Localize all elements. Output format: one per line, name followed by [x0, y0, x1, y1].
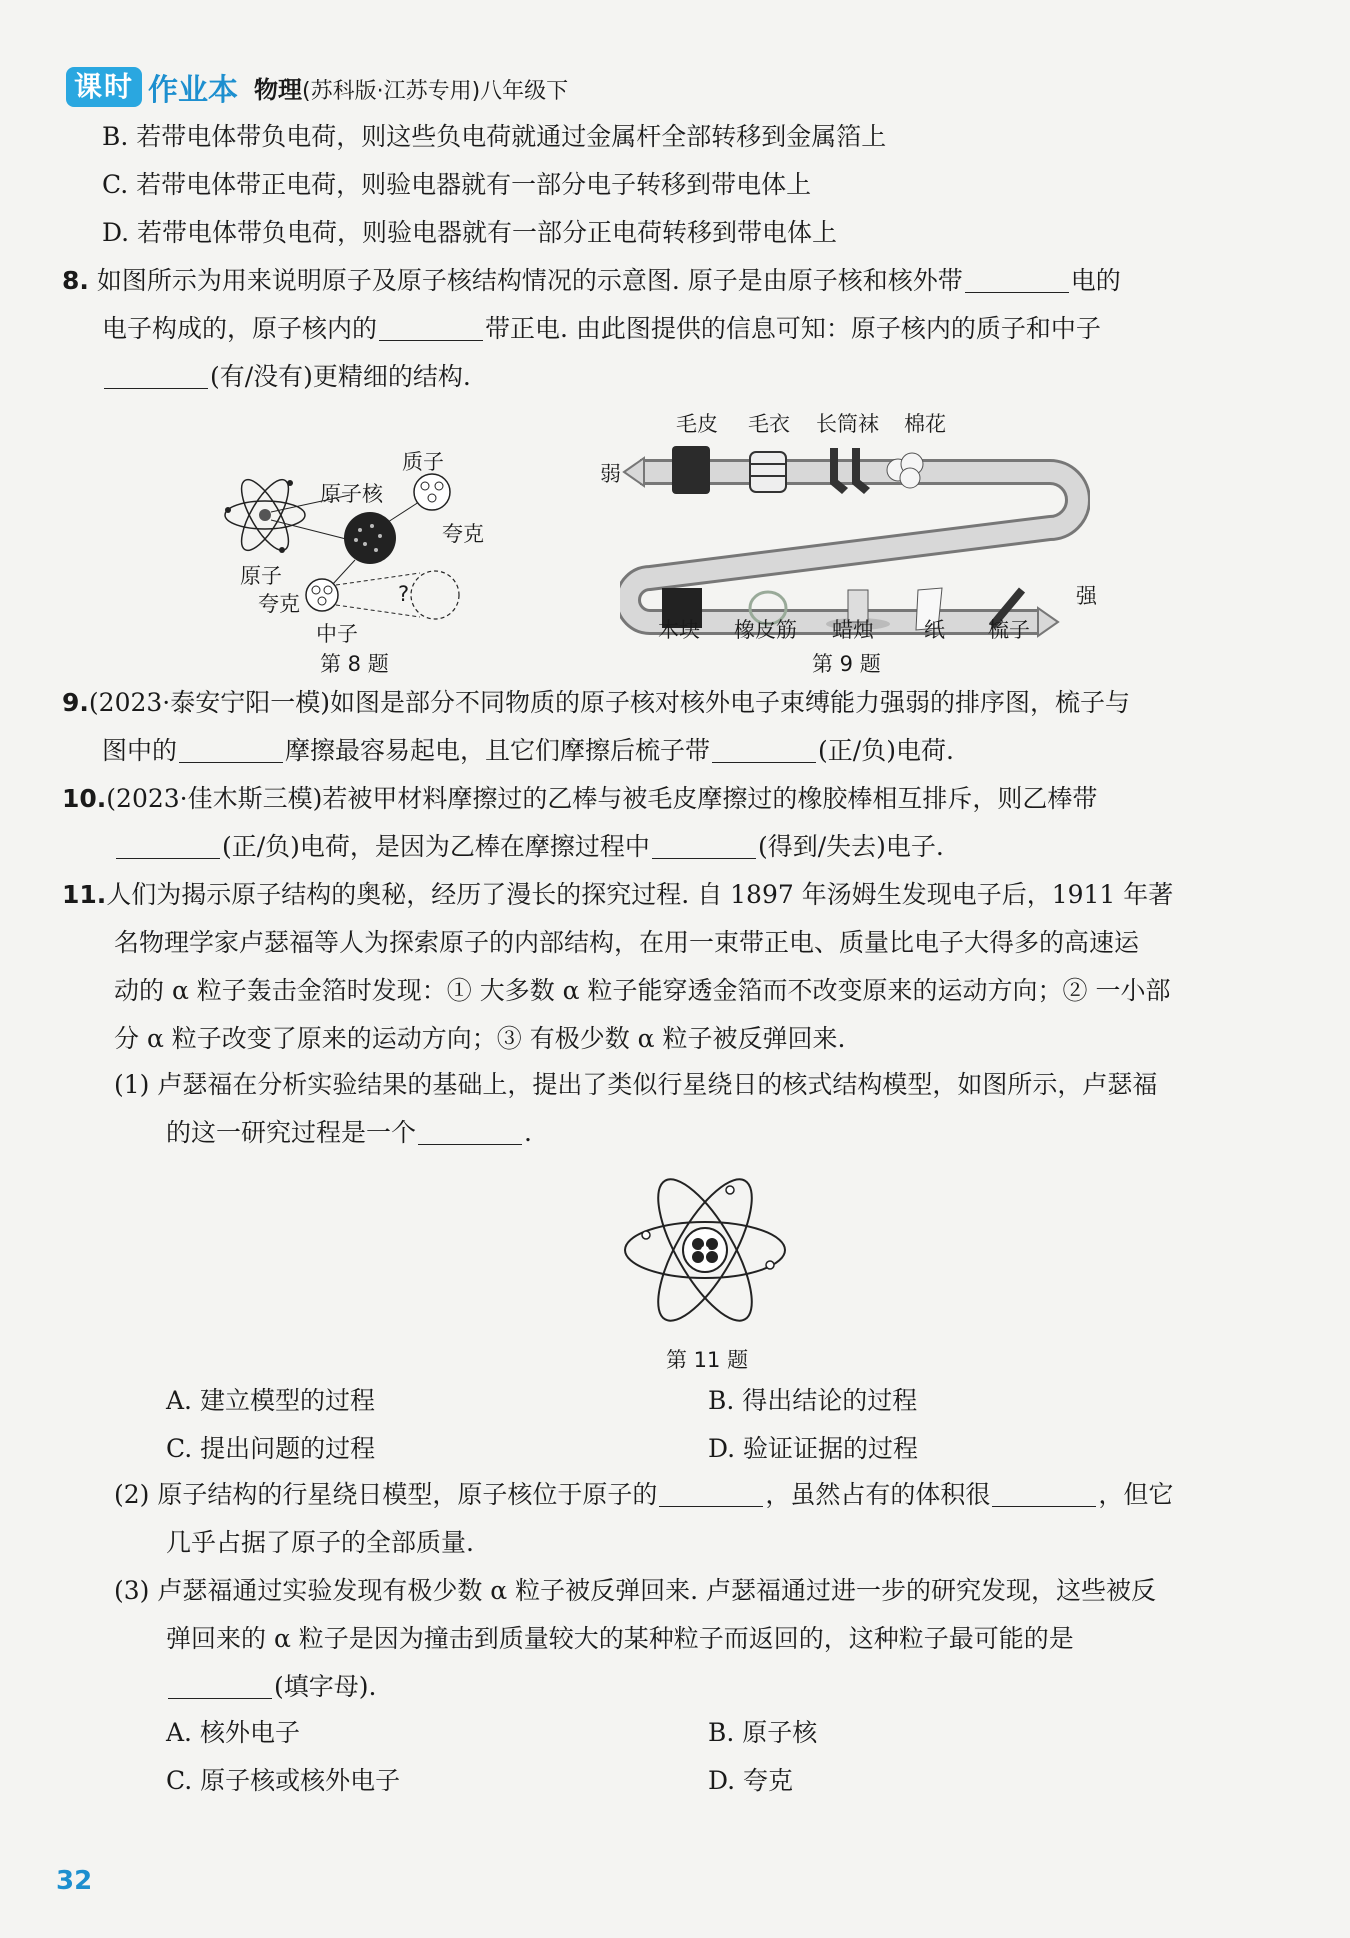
q11-line-1	[62, 878, 1173, 912]
fig8-nucleus-label: 原子核	[320, 482, 383, 506]
header-subtitle	[254, 70, 568, 105]
fig8-atom-label: 原子	[240, 564, 282, 588]
q8-text: (有/没有)更精细的结构.	[210, 362, 471, 391]
q8-text: 电的	[1070, 266, 1121, 295]
fig8-quark-label: 夸克	[442, 522, 484, 546]
fig9-caption: 第 9 题	[812, 652, 881, 676]
q9-line-2	[102, 734, 954, 768]
answer-blank[interactable]	[965, 268, 1069, 293]
answer-blank[interactable]	[712, 738, 816, 763]
q11-text: .	[524, 1118, 532, 1147]
fig8-proton-label: 质子	[402, 450, 444, 474]
q9-text: (2023·泰安宁阳一模)如图是部分不同物质的原子核对核外电子束缚能力强弱的排序图，梳子与	[88, 688, 1130, 717]
q11-text: ，但它	[1098, 1480, 1174, 1509]
fig9-item-paper: 纸	[924, 618, 945, 642]
q9-line-1	[62, 686, 1130, 720]
q11-text: ，虽然占有的体积很	[765, 1480, 991, 1509]
nucleus-icon	[344, 512, 396, 564]
q11-line-3: 动的 α 粒子轰击金箔时发现：① 大多数 α 粒子能穿透金箔而不改变原来的运动方向；② 一小部	[114, 976, 1171, 1005]
fig9-item-cotton: 棉花	[904, 412, 946, 436]
q11-part2-line-1	[114, 1478, 1173, 1512]
q8-line-1	[62, 264, 1121, 298]
q11-p1-option-c[interactable]: C. 提出问题的过程	[166, 1434, 376, 1463]
q11-p3-option-a[interactable]: A. 核外电子	[166, 1718, 300, 1747]
q10-line-1	[62, 782, 1097, 816]
fig9-strong-label: 强	[1076, 584, 1097, 608]
unknown-structure-icon	[411, 571, 459, 619]
q9-number: 9.	[62, 688, 89, 717]
logo-text: 作业本	[148, 73, 239, 108]
fur-icon	[672, 446, 710, 494]
answer-blank[interactable]	[379, 316, 483, 341]
answer-blank[interactable]	[116, 834, 220, 859]
q11-part1-line-1: (1) 卢瑟福在分析实验结果的基础上，提出了类似行星绕日的核式结构模型，如图所示，卢瑟福	[114, 1070, 1158, 1099]
answer-blank[interactable]	[418, 1120, 522, 1145]
fig8-caption: 第 8 题	[320, 652, 389, 676]
q11-part2-line-2: 几乎占据了原子的全部质量.	[166, 1528, 474, 1557]
q10-text: (正/负)电荷，是因为乙棒在摩擦过程中	[222, 832, 650, 861]
q11-text: 人们为揭示原子结构的奥秘，经历了漫长的探究过程. 自 1897 年汤姆生发现电子后，1911 年著	[106, 880, 1174, 909]
page-number: 32	[56, 1866, 93, 1896]
fig9-item-sweater: 毛衣	[748, 412, 790, 436]
q11-p1-option-b[interactable]: B. 得出结论的过程	[708, 1386, 918, 1415]
q11-p3-option-d[interactable]: D. 夸克	[708, 1766, 794, 1795]
q11-text: (填字母).	[274, 1672, 377, 1701]
neutron-icon	[306, 579, 338, 611]
answer-blank[interactable]	[992, 1482, 1096, 1507]
answer-blank[interactable]	[659, 1482, 763, 1507]
answer-blank[interactable]	[652, 834, 756, 859]
q7-option-b: B. 若带电体带负电荷，则这些负电荷就通过金属杆全部转移到金属箔上	[102, 122, 887, 151]
q11-part1-line-2	[166, 1116, 532, 1150]
q10-text: (得到/失去)电子.	[757, 832, 944, 861]
answer-blank[interactable]	[168, 1674, 272, 1699]
fig9-item-comb: 梳子	[988, 618, 1030, 642]
q11-p1-option-a[interactable]: A. 建立模型的过程	[166, 1386, 375, 1415]
subject: 物理	[254, 75, 303, 104]
q8-line-3	[102, 360, 471, 394]
fig9-weak-label: 弱	[600, 462, 621, 486]
q8-text: 电子构成的，原子核内的	[102, 314, 378, 343]
q11-line-4: 分 α 粒子改变了原来的运动方向；③ 有极少数 α 粒子被反弹回来.	[114, 1024, 846, 1053]
q11-part3-line-3	[166, 1670, 376, 1704]
answer-blank[interactable]	[104, 364, 208, 389]
header	[66, 66, 568, 108]
proton-icon	[414, 474, 450, 510]
q11-part3-line-2: 弹回来的 α 粒子是因为撞击到质量较大的某种粒子而返回的，这种粒子最可能的是	[166, 1624, 1074, 1653]
q7-option-d: D. 若带电体带负电荷，则验电器就有一部分正电荷转移到带电体上	[102, 218, 838, 247]
fig8-neutron-label: 中子	[316, 622, 358, 646]
nuclear-atom-model-figure	[620, 1160, 790, 1340]
q9-text: 摩擦最容易起电，且它们摩擦后梳子带	[285, 736, 711, 765]
q7-option-c: C. 若带电体带正电荷，则验电器就有一部分电子转移到带电体上	[102, 170, 812, 199]
q8-number: 8.	[62, 266, 89, 295]
q8-line-2	[102, 312, 1101, 346]
answer-blank[interactable]	[179, 738, 283, 763]
atom-icon	[225, 473, 305, 556]
q11-p3-option-c[interactable]: C. 原子核或核外电子	[166, 1766, 401, 1795]
fig8-question-label: ?	[398, 582, 410, 606]
q11-number: 11.	[62, 880, 107, 909]
q8-text: 带正电. 由此图提供的信息可知：原子核内的质子和中子	[485, 314, 1101, 343]
q11-text: 的这一研究过程是一个	[166, 1118, 417, 1147]
q10-text: (2023·佳木斯三模)若被甲材料摩擦过的乙棒与被毛皮摩擦过的橡胶棒相互排斥，则乙棒带	[106, 784, 1098, 813]
q8-text: 如图所示为用来说明原子及原子核结构情况的示意图. 原子是由原子核和核外带	[96, 266, 963, 295]
q11-part3-line-1: (3) 卢瑟福通过实验发现有极少数 α 粒子被反弹回来. 卢瑟福通过进一步的研究发现，这些被反	[114, 1576, 1157, 1605]
fig9-item-candle: 蜡烛	[832, 618, 874, 642]
edition: (苏科版·江苏专用)八年级下	[302, 78, 569, 104]
q11-line-2: 名物理学家卢瑟福等人为探索原子的内部结构，在用一束带正电、质量比电子大得多的高速运	[114, 928, 1140, 957]
fig9-item-stocking: 长筒袜	[816, 412, 879, 436]
q10-line-2	[114, 830, 944, 864]
logo-mark: 课时	[66, 67, 142, 107]
fig9-item-rubber-band: 橡皮筋	[734, 618, 797, 642]
q11-text: (2) 原子结构的行星绕日模型，原子核位于原子的	[114, 1480, 658, 1509]
q9-text: (正/负)电荷.	[818, 736, 954, 765]
q10-number: 10.	[62, 784, 107, 813]
q11-p1-option-d[interactable]: D. 验证证据的过程	[708, 1434, 919, 1463]
fig11-caption: 第 11 题	[666, 1348, 749, 1372]
fig8-quark-label-2: 夸克	[258, 592, 300, 616]
q9-text: 图中的	[102, 736, 178, 765]
sweater-icon	[750, 452, 786, 492]
fig9-item-wood: 木块	[658, 618, 700, 642]
fig9-item-fur: 毛皮	[676, 412, 718, 436]
q11-p3-option-b[interactable]: B. 原子核	[708, 1718, 818, 1747]
